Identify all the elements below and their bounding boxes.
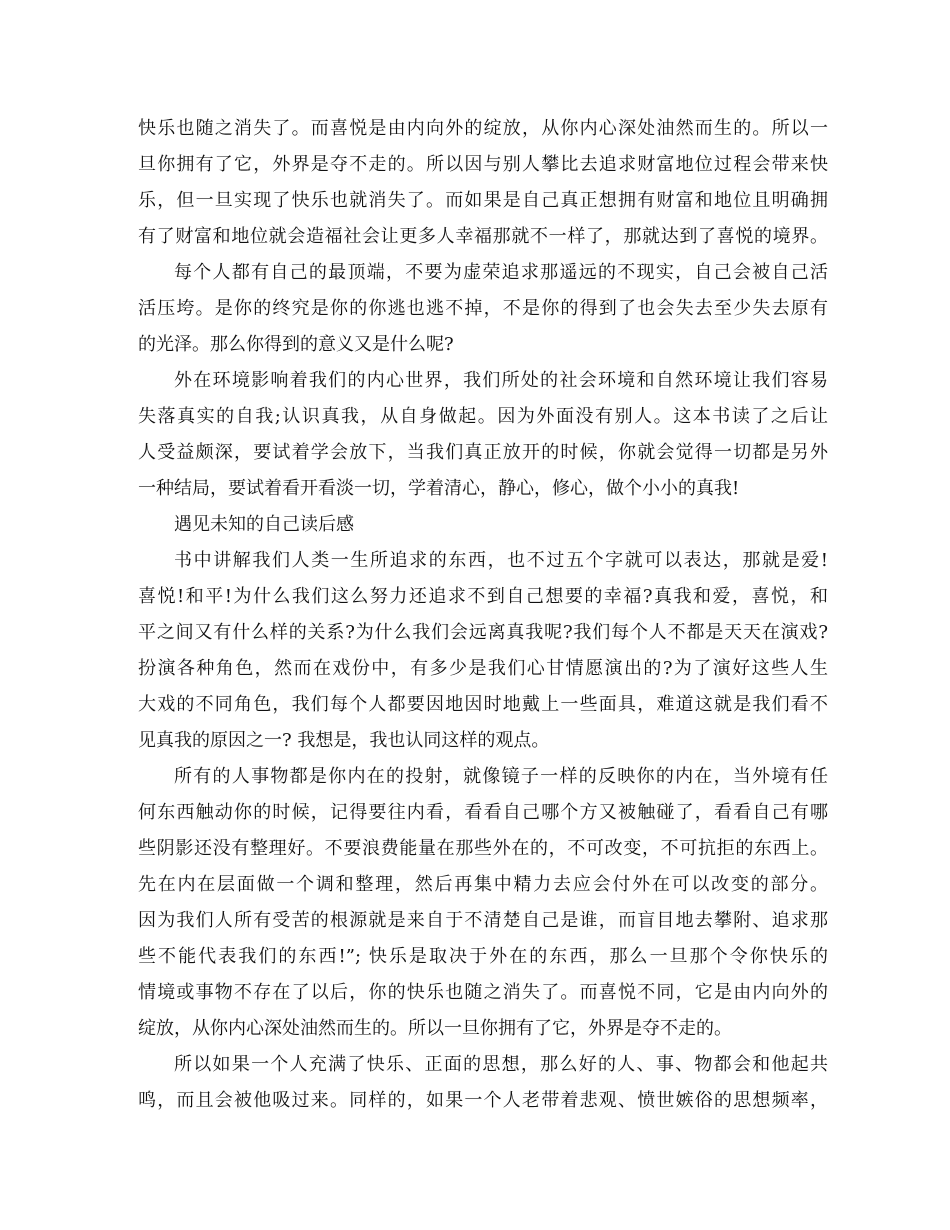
paragraph-1 <box>138 111 828 255</box>
text-line: 何东西触动你的时候，记得要往内看，看看自己哪个方又被触碰了，看看自己有哪 <box>138 802 828 823</box>
text-line: 失落真实的自我;认识真我，从自身做起。因为外面没有别人。这本书读了之后让 <box>138 406 828 427</box>
text-line: 旦你拥有了它，外界是夺不走的。所以因与别人攀比去追求财富地位过程会带来快 <box>138 154 828 175</box>
text-line: 乐，但一旦实现了快乐也就消失了。而如果是自己真正想拥有财富和地位且明确拥 <box>138 190 828 211</box>
text-line: 有了财富和地位就会造福社会让更多人幸福那就不一样了，那就达到了喜悦的境界。 <box>138 226 828 247</box>
text-line: 每个人都有自己的最顶端，不要为虚荣追求那遥远的不现实，自己会被自己活 <box>174 262 828 283</box>
paragraph-6 <box>138 759 828 1047</box>
text-line: 活压垮。是你的终究是你的你逃也逃不掉，不是你的得到了也会失去至少失去原有 <box>138 298 828 319</box>
text-line: 见真我的原因之一? 我想是，我也认同这样的观点。 <box>138 730 550 751</box>
text-line: 的光泽。那么你得到的意义又是什么呢? <box>138 334 454 355</box>
text-line: 所以如果一个人充满了快乐、正面的思想，那么好的人、事、物都会和他起共 <box>174 1054 828 1075</box>
text-line: 情境或事物不存在了以后，你的快乐也随之消失了。而喜悦不同，它是由内向外的 <box>138 982 828 1003</box>
section-title-text: 遇见未知的自己读后感 <box>174 514 354 535</box>
text-line: 先在内在层面做一个调和整理，然后再集中精力去应会付外在可以改变的部分。 <box>138 874 828 895</box>
text-line: 些阴影还没有整理好。不要浪费能量在那些外在的，不可改变，不可抗拒的东西上。 <box>138 838 828 859</box>
text-line: 喜悦!和平!为什么我们这么努力还追求不到自己想要的幸福?真我和爱，喜悦，和 <box>138 586 828 607</box>
section-title <box>138 507 828 543</box>
text-line: 绽放，从你内心深处油然而生的。所以一旦你拥有了它，外界是夺不走的。 <box>138 1018 732 1039</box>
text-line: 书中讲解我们人类一生所追求的东西，也不过五个字就可以表达，那就是爱! <box>174 550 828 571</box>
text-line: 所有的人事物都是你内在的投射，就像镜子一样的反映你的内在，当外境有任 <box>174 766 828 787</box>
text-line: 大戏的不同角色，我们每个人都要因地因时地戴上一些面具，难道这就是我们看不 <box>138 694 828 715</box>
text-line: 人受益颇深，要试着学会放下，当我们真正放开的时候，你就会觉得一切都是另外 <box>138 442 828 463</box>
text-line: 平之间又有什么样的关系?为什么我们会远离真我呢?我们每个人不都是天天在演戏? <box>138 622 828 643</box>
paragraph-5 <box>138 543 828 759</box>
text-line: 些不能代表我们的东西!”; 快乐是取决于外在的东西，那么一旦那个令你快乐的 <box>138 946 828 967</box>
text-line: 因为我们人所有受苦的根源就是来自于不清楚自己是谁，而盲目地去攀附、追求那 <box>138 910 828 931</box>
text-line: 鸣，而且会被他吸过来。同样的，如果一个人老带着悲观、愤世嫉俗的思想频率， <box>138 1090 828 1111</box>
paragraph-7 <box>138 1047 828 1119</box>
text-line: 快乐也随之消失了。而喜悦是由内向外的绽放，从你内心深处油然而生的。所以一 <box>138 118 828 139</box>
paragraph-2 <box>138 255 828 363</box>
text-line: 扮演各种角色，然而在戏份中，有多少是我们心甘情愿演出的?为了演好这些人生 <box>138 658 828 679</box>
paragraph-3 <box>138 363 828 507</box>
text-line: 一种结局，要试着看开看淡一切，学着清心，静心，修心，做个小小的真我! <box>138 478 740 499</box>
document-page <box>138 111 828 1119</box>
text-line: 外在环境影响着我们的内心世界，我们所处的社会环境和自然环境让我们容易 <box>174 370 828 391</box>
